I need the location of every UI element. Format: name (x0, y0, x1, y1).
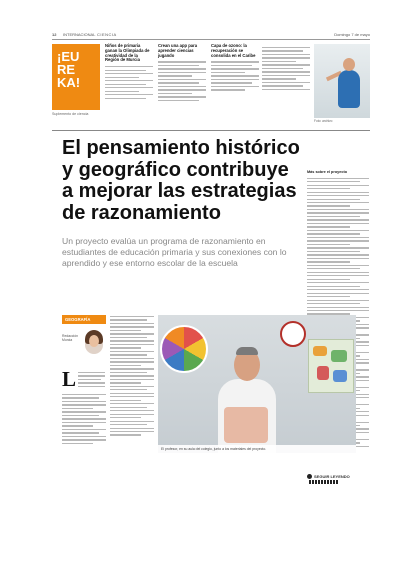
continue-label: SEGUIR LEYENDO (314, 474, 350, 479)
brief-2 (158, 44, 206, 103)
photo-caption: El profesor, en su aula del colegio, junto a los materiales del proyecto. (158, 445, 356, 453)
brief-text (105, 66, 153, 99)
article-column-1-top (78, 372, 105, 389)
brief-text (158, 61, 206, 101)
eureka-logo (52, 44, 100, 110)
article-subhead: Un proyecto evalúa un programa de razonamiento en estudiantes de educación primaria y sus conexiones con lo aprendido y ese entorno escolar de la escuela (62, 236, 287, 268)
section-tag: GEOGRAFÍA (62, 315, 106, 324)
brief-1 (105, 44, 153, 101)
continue-reading (307, 474, 369, 484)
wall-clock (280, 321, 306, 347)
brief-text (262, 47, 310, 90)
lab-photo-caption: Foto: archivo (314, 119, 333, 123)
article-column-2 (110, 316, 154, 438)
lab-photo (314, 44, 370, 118)
drop-cap: L (62, 367, 77, 391)
article-headline: El pensamiento histórico y geográfico contribuye a mejorar las estrategias de razonamiento (62, 137, 300, 224)
author-name: Redacción Murcia (62, 334, 79, 343)
newspaper-page (52, 30, 370, 479)
page-date: Domingo 7 de mayo (334, 32, 370, 37)
author-avatar (85, 330, 103, 354)
wall-chart (160, 325, 208, 373)
article-column-1 (62, 394, 106, 446)
subsection-name: CIENCIA (97, 32, 117, 37)
sidebar-heading: Más sobre el proyecto (307, 170, 348, 174)
brief-title: Crean una app para aprender ciencias jugando (158, 43, 198, 58)
barcode-icon (309, 480, 339, 484)
eureka-caption: Suplemento de ciencia (52, 112, 89, 116)
section-name: INTERNACIONAL (63, 32, 96, 37)
article-photo (158, 315, 356, 453)
header-divider (52, 39, 370, 40)
brief-title: Capa de ozono: la recuperación se consolida en el Caribe (211, 43, 256, 58)
page-number: 12 (52, 32, 57, 37)
arrow-icon (307, 474, 312, 479)
wall-map (308, 339, 354, 393)
brief-text (211, 61, 259, 90)
eureka-title: ¡EU RE KA! (57, 49, 81, 90)
author-byline (62, 328, 106, 364)
brief-4 (262, 44, 310, 92)
brief-title: Niños de primaria ganan la Olimpiada de creatividad de la Región de Murcia (105, 43, 150, 63)
brief-3 (211, 44, 259, 93)
teaching-material (224, 407, 268, 443)
section-divider (52, 130, 370, 131)
